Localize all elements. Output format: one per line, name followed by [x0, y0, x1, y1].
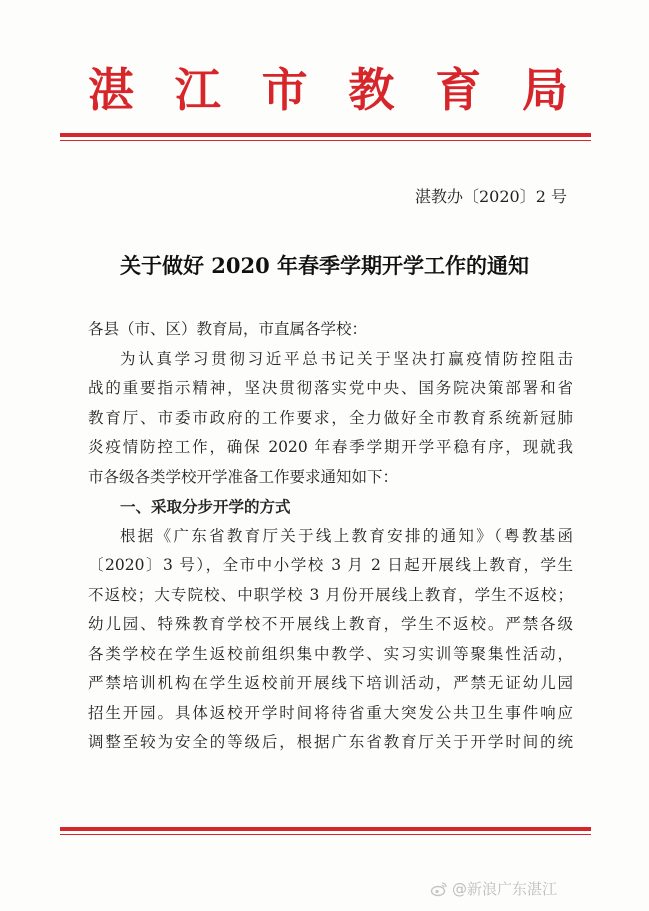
issuing-organization-title [88, 60, 568, 120]
section-line: 调整至较为安全的等级后，根据广东省教育厅关于开学时间的统 [88, 733, 573, 751]
org-char: 江 [174, 63, 221, 117]
salutation: 各县（市、区）教育局，市直属各学校： [88, 320, 368, 338]
org-char: 局 [521, 63, 568, 117]
document-title: 关于做好 2020 年春季学期开学工作的通知 [119, 253, 530, 278]
section-line: 幼儿园、特殊教育学校不开展线上教育，学生不返校。严禁各级 [88, 615, 573, 633]
header-red-rule-thick [60, 133, 591, 137]
document-body [88, 315, 573, 758]
section-line: 严禁培训机构在学生返校前开展线下培训活动，严禁无证幼儿园 [88, 674, 573, 692]
section-line: 招生开园。具体返校开学时间将待省重大突发公共卫生事件响应 [88, 703, 573, 722]
footer-red-rule-thick [60, 827, 591, 831]
watermark-text: @新浪广东湛江 [451, 880, 557, 898]
section-line: 各类学校在学生返校前组织集中教学、实习实训等聚集性活动， [88, 644, 573, 663]
intro-line: 为认真学习贯彻习近平总书记关于坚决打赢疫情防控阻击 [120, 349, 573, 368]
section-line: 不返校；大专院校、中职学校 3 月份开展线上教育，学生不返校； [88, 585, 573, 604]
weibo-logo-icon [430, 880, 448, 898]
header-red-rule-thin [60, 140, 591, 141]
intro-line: 战的重要指示精神，坚决贯彻落实党中央、国务院决策部署和省 [88, 379, 573, 397]
org-char: 市 [261, 63, 308, 117]
org-char: 湛 [88, 63, 134, 117]
watermark [430, 878, 557, 899]
org-char: 育 [435, 63, 482, 117]
section-heading: 一、采取分步开学的方式 [120, 497, 291, 516]
intro-line: 教育厅、市委市政府的工作要求，全力做好全市教育系统新冠肺 [88, 408, 573, 427]
org-char: 教 [348, 63, 395, 117]
intro-line: 炎疫情防控工作，确保 2020 年春季学期开学平稳有序，现就我 [88, 438, 573, 456]
section-line: 〔2020〕3 号），全市中小学校 3 月 2 日起开展线上教育，学生 [88, 556, 573, 574]
footer-red-rule-thin [60, 834, 591, 835]
intro-line: 市各级各类学校开学准备工作要求通知如下： [88, 467, 399, 486]
document-number: 湛教办〔2020〕2 号 [415, 187, 567, 206]
section-line: 根据《广东省教育厅关于线上教育安排的通知》（粤教基函 [120, 526, 573, 545]
